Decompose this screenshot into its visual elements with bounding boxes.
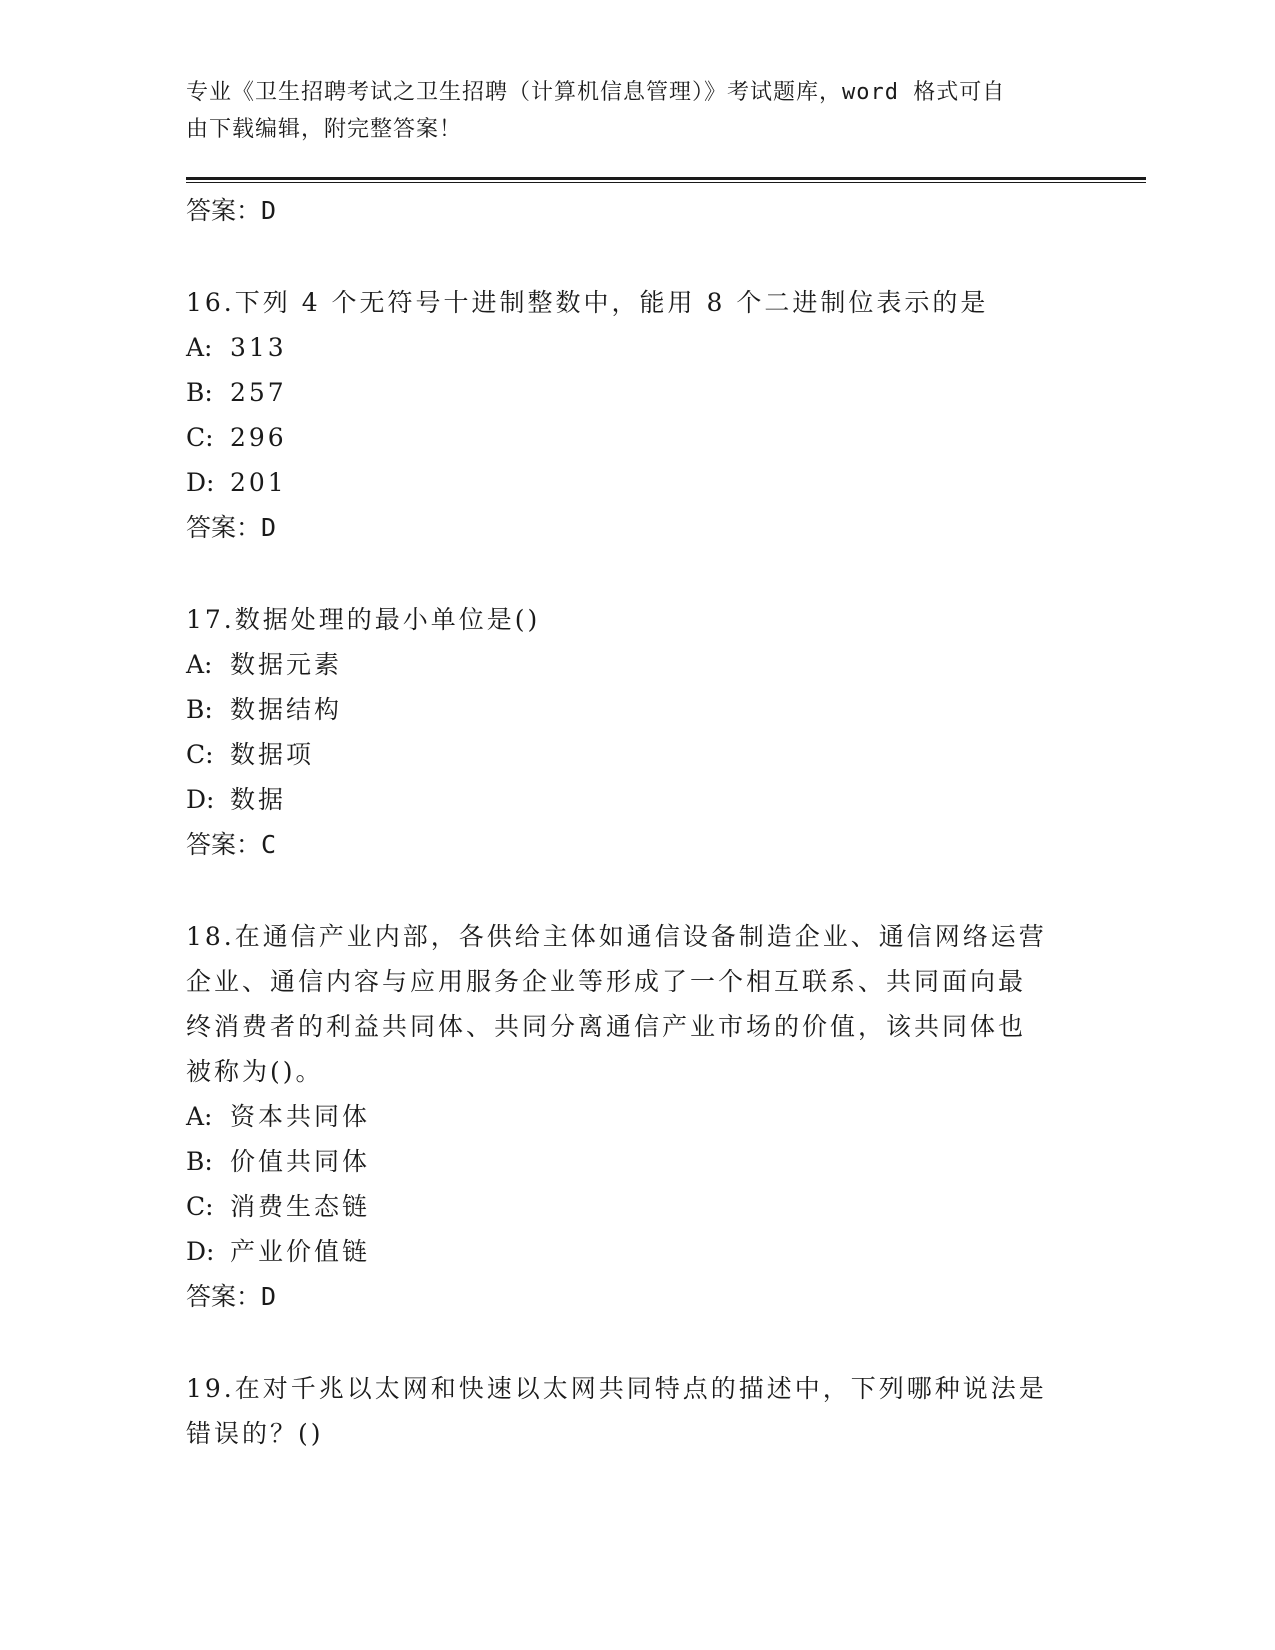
option-key: C:: [186, 1192, 214, 1221]
option-a: [186, 1094, 1086, 1139]
option-text: 产业价值链: [230, 1237, 371, 1266]
spacer: [186, 868, 1086, 914]
header-line-1: 专业《卫生招聘考试之卫生招聘（计算机信息管理）》考试题库，word 格式可自: [186, 80, 1006, 105]
question-stem-line-4: 被称为()。: [186, 1057, 324, 1086]
question-17: [186, 597, 1086, 868]
option-key: B:: [186, 378, 213, 407]
document-header: [186, 74, 1066, 148]
option-text: 257: [230, 378, 287, 407]
option-key: A:: [186, 333, 213, 362]
question-stem: 17.数据处理的最小单位是(): [186, 605, 541, 634]
spacer: [186, 551, 1086, 597]
answer: 答案：D: [186, 513, 277, 542]
question-18: [186, 914, 1086, 1320]
answer: 答案：C: [186, 830, 277, 859]
option-a: [186, 325, 1086, 370]
header-divider-thick: [186, 177, 1146, 180]
option-text: 数据项: [230, 740, 315, 769]
option-text: 数据: [230, 785, 287, 814]
question-16: [186, 280, 1086, 551]
option-d: [186, 1229, 1086, 1274]
option-key: A:: [186, 1102, 213, 1131]
option-b: [186, 687, 1086, 732]
question-list: [186, 188, 1086, 1456]
question-19: [186, 1366, 1086, 1456]
option-key: B:: [186, 695, 213, 724]
option-text: 313: [230, 333, 287, 362]
option-text: 数据元素: [230, 650, 343, 679]
lead-answer: 答案：D: [186, 196, 277, 225]
header-line-2: 由下载编辑，附完整答案！: [186, 117, 463, 142]
option-text: 消费生态链: [230, 1192, 371, 1221]
option-text: 201: [230, 468, 287, 497]
option-text: 资本共同体: [230, 1102, 371, 1131]
option-a: [186, 642, 1086, 687]
option-key: D:: [186, 785, 215, 814]
spacer: [186, 234, 1086, 280]
option-key: B:: [186, 1147, 213, 1176]
option-text: 价值共同体: [230, 1147, 371, 1176]
option-key: C:: [186, 740, 214, 769]
option-b: [186, 370, 1086, 415]
question-stem-line-2: 企业、通信内容与应用服务企业等形成了一个相互联系、共同面向最: [186, 967, 1027, 996]
option-text: 296: [230, 423, 287, 452]
answer: 答案：D: [186, 1282, 277, 1311]
option-d: [186, 460, 1086, 505]
question-stem-line-2: 错误的？(): [186, 1419, 324, 1448]
option-text: 数据结构: [230, 695, 343, 724]
question-stem-line-1: 19.在对千兆以太网和快速以太网共同特点的描述中，下列哪种说法是: [186, 1374, 1047, 1403]
option-key: A:: [186, 650, 213, 679]
question-stem-line-1: 18.在通信产业内部，各供给主体如通信设备制造企业、通信网络运营: [186, 922, 1047, 951]
option-c: [186, 415, 1086, 460]
option-d: [186, 777, 1086, 822]
option-key: D:: [186, 1237, 215, 1266]
option-key: D:: [186, 468, 215, 497]
option-c: [186, 732, 1086, 777]
option-key: C:: [186, 423, 214, 452]
question-stem: 16.下列 4 个无符号十进制整数中，能用 8 个二进制位表示的是: [186, 288, 989, 317]
option-c: [186, 1184, 1086, 1229]
question-stem-line-3: 终消费者的利益共同体、共同分离通信产业市场的价值，该共同体也: [186, 1012, 1027, 1041]
spacer: [186, 1320, 1086, 1366]
header-divider-thin: [186, 182, 1146, 183]
option-b: [186, 1139, 1086, 1184]
